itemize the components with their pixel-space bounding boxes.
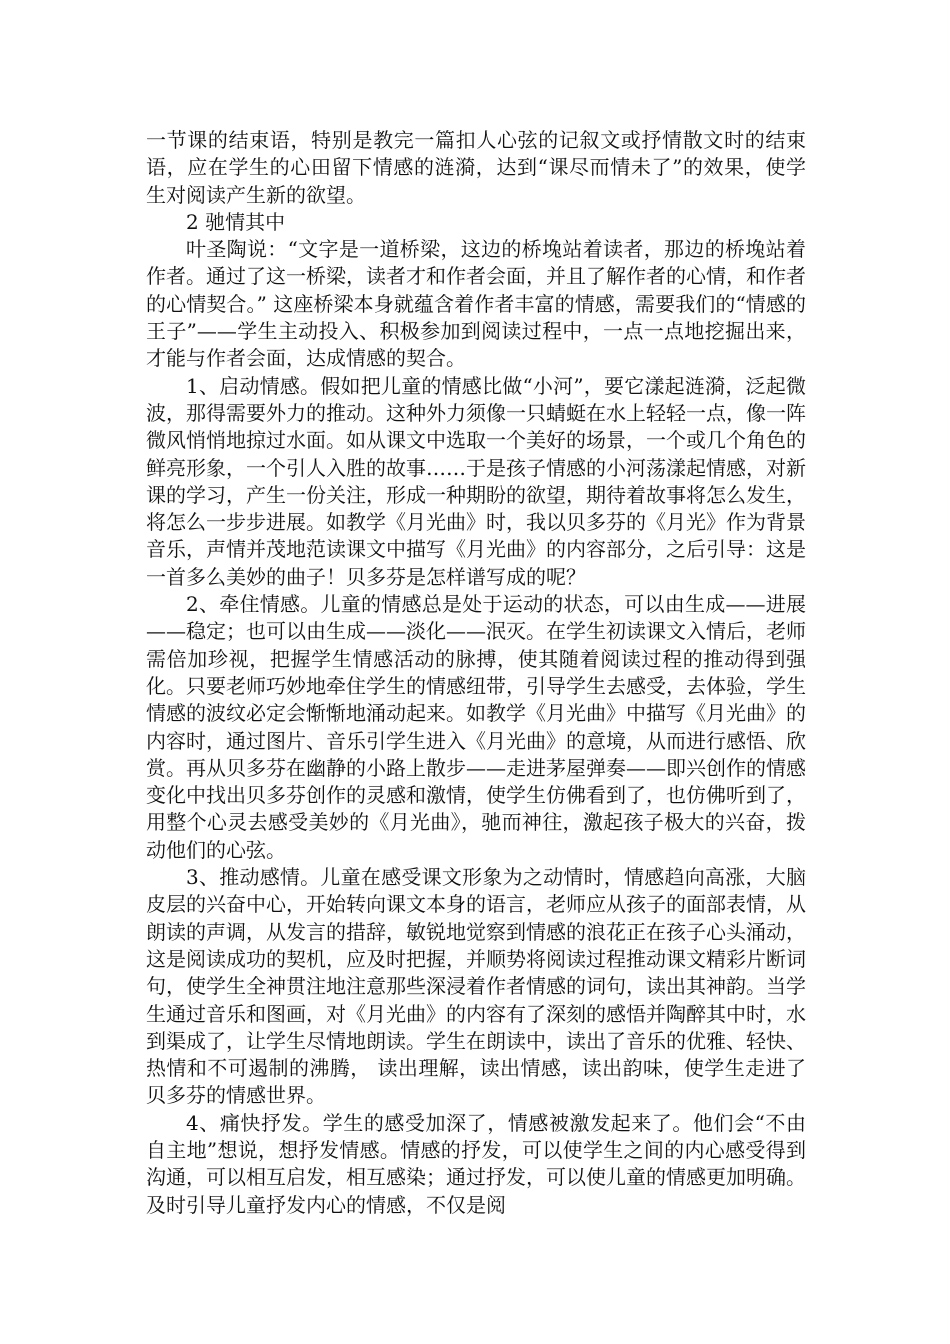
paragraph-point-3: 3、推动感情。儿童在感受课文形象为之动情时，情感趋向高涨，大脑皮层的兴奋中心，开始转向课文本身的语言，老师应从孩子的面部表情，从朗读的声调，从发言的措辞，敏锐地觉察到情感的浪花正在孩子心头涌动，这是阅读成功的契机，应及时把握，并顺势将阅读过程推动课文精彩片断词句，使学生全神贯注地注意那些深浸着作者情感的词句，读出其神韵。当学生通过音乐和图画，对《月光曲》的内容有了深刻的感悟并陶醉其中时，水到渠成了，让学生尽情地朗读。学生在朗读中，读出了音乐的优雅、轻快、热情和不可遏制的沸腾， 读出理解，读出情感，读出韵味，使学生走进了贝多芬的情感世界。 (146, 865, 806, 1108)
body-text (146, 127, 806, 1219)
paragraph-closing-remarks: 一节课的结束语，特别是教完一篇扣人心弦的记叙文或抒情散文时的结束语，应在学生的心田留下情感的涟漪，达到“课尽而情未了”的效果，使学生对阅读产生新的欲望。 (146, 128, 806, 207)
section-heading: 2 驰情其中 (186, 209, 286, 234)
paragraph-ye-shengtao-quote: 叶圣陶说：“文字是一道桥梁，这边的桥堍站着读者，那边的桥堍站着作者。通过了这一桥梁，读者才和作者会面，并且了解作者的心情，和作者的心情契合。” 这座桥梁本身就蕴含着作者丰富的情感，需要我们的“情感的王子”——学生主动投入、积极参加到阅读过程中，一点一点地挖掘出来，才能与作者会面，达成情感的契合。 (146, 237, 806, 371)
paragraph-point-2: 2、牵住情感。儿童的情感总是处于运动的状态，可以由生成——进展——稳定；也可以由生成——淡化——泯灭。在学生初读课文入情后，老师需倍加珍视，把握学生情感活动的脉搏，使其随着阅读过程的推动得到强化。只要老师巧妙地牵住学生的情感纽带，引导学生去感受，去体验，学生情感的波纹必定会惭惭地涌动起来。如教学《月光曲》中描写《月光曲》的内容时，通过图片、音乐引学生进入《月光曲》的意境，从而进行感悟、欣赏。再从贝多芬在幽静的小路上散步——走进茅屋弹奏——即兴创作的情感变化中找出贝多芬创作的灵感和激情，使学生仿佛看到了，也仿佛听到了，用整个心灵去感受美妙的《月光曲》，驰而神往，激起孩子极大的兴奋，拨动他们的心弦。 (146, 592, 806, 862)
paragraph-point-4: 4、痛快抒发。学生的感受加深了，情感被激发起来了。他们会“不由自主地”想说，想抒发情感。情感的抒发，可以使学生之间的内心感受得到沟通，可以相互启发，相互感染；通过抒发，可以使儿童的情感更加明确。及时引导儿童抒发内心的情感，不仅是阅 (146, 1110, 806, 1217)
paragraph-point-1: 1、启动情感。假如把儿童的情感比做“小河”，要它漾起涟漪，泛起微波，那得需要外力的推动。这种外力须像一只蜻蜓在水上轻轻一点，像一阵微风悄悄地掠过水面。如从课文中选取一个美好的场景，一个或几个角色的鲜亮形象，一个引人入胜的故事……于是孩子情感的小河荡漾起情感，对新课的学习，产生一份关注，形成一种期盼的欲望，期待着故事将怎么发生，将怎么一步步进展。如教学《月光曲》时，我以贝多芬的《月光》作为背景音乐，声情并茂地范读课文中描写《月光曲》的内容部分，之后引导：这是一首多么美妙的曲子！贝多芬是怎样谱写成的呢？ (146, 373, 806, 589)
